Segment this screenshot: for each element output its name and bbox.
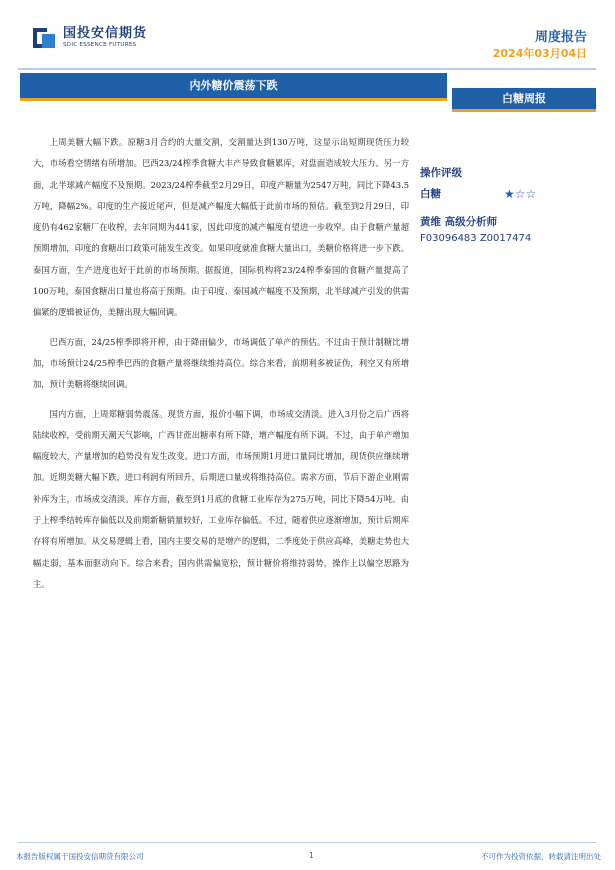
report-tag: 白糖周报 xyxy=(502,92,546,105)
footer-divider xyxy=(18,842,596,843)
header-divider xyxy=(18,68,596,70)
report-body xyxy=(33,132,409,603)
rating-stars xyxy=(504,187,536,201)
report-type: 周度报告 xyxy=(534,30,587,45)
sidebar xyxy=(420,165,595,244)
paragraph-2: 巴西方面，24/25榨季即将开榨，由于降雨偏少，市场调低了单产的预估。不过由于预计制糖比增加，市场预计24/25榨季巴西的食糖产量将继续维持高位。综合来看，前期利多被证伪，利空又有所增加，预计美糖将继续回调。 xyxy=(33,336,409,390)
report-date: 2024年03月04日 xyxy=(492,47,587,60)
paragraph-1: 上周美糖大幅下跌。原糖3月合约的大量交割，交割量达到130万吨，这显示出短期现货压力较大，市场看空情绪有所增加。巴西23/24榨季食糖大丰产导致食糖累库，对盘面造成较大压力。另一方面，北半球减产幅度不及预期。2023/24榨季截至2月29日，印度产糖量为2547万吨，同比下降43.5万吨，降幅2%。印度的生产接近尾声，但是减产幅度大幅低于此前市场的预估。截至到2月29日，印度仍有462家糖厂在收榨，去年同期为441家，因此印度的减产幅度有望进一步收窄。由于食糖产量超预期增加，印度的食糖出口政策可能发生改变。如果印度就准食糖大量出口，美糖价格将进一步下跌。泰国方面，生产进度也好于此前的市场预期。据报道，国际机构将23/24榨季泰国的食糖产量提高了100万吨，泰国食糖出口量也将高于预期。由于印度、泰国减产幅度不及预期，北半球减产引发的供需偏紧的逻辑被证伪，美糖出现大幅回调。 xyxy=(33,137,409,318)
report-tag-bar xyxy=(452,88,596,112)
logo-name-en: SDIC ESSENCE FUTURES xyxy=(63,42,137,48)
analyst-name: 黄维 高级分析师 xyxy=(420,216,498,228)
analyst-id: F03096483 Z0017474 xyxy=(420,233,532,244)
star-filled-icon: ★ xyxy=(504,186,515,201)
page-number: 1 xyxy=(309,851,314,860)
footer-disclaimer: 不可作为投资依据，转载请注明出处 xyxy=(481,852,601,861)
report-title: 内外糖价震荡下跌 xyxy=(189,79,278,92)
star-empty-icon: ☆ xyxy=(525,186,537,201)
paragraph-3: 国内方面，上周郑糖弱势震荡。现货方面，报价小幅下调，市场成交清淡。进入3月份之后广西将陆续收榨，受前期天潮天气影响，广西甘蔗出糖率有所下降，增产幅度有所下调。不过，由于单产增加幅度较大，产量增加的趋势没有发生改变。进口方面，市场预期1月进口量同比增加，现货供应继续增加。近期美糖大幅下跌，进口利润有所回升，后期进口量或将维持高位。需求方面，节后下游企业刚需补库为主，市场成交清淡。库存方面，截至到1月底的食糖工业库存为275万吨，同比下降54万吨。由于上榨季结转库存偏低以及前期新糖销量较好，工业库存偏低。不过，随着供应逐渐增加，预计后期库存将有所增加。从交易逻辑上看，国内主要交易的是增产的逻辑，二季度处于供应高峰，美糖走势也大幅走弱，基本面驱动向下。综合来看，国内供需偏宽松，预计糖价将维持弱势，操作上以偏空思路为主。 xyxy=(33,408,409,589)
rating-row xyxy=(420,186,595,201)
logo-name-cn: 国投安信期货 xyxy=(63,26,148,41)
rating-product: 白糖 xyxy=(420,188,441,200)
report-title-bar xyxy=(20,73,447,101)
footer-copyright: 本报告版权属于国投安信期货有限公司 xyxy=(16,852,144,861)
rating-label: 操作评级 xyxy=(420,167,462,179)
star-empty-icon: ☆ xyxy=(514,186,526,201)
company-logo xyxy=(33,26,147,50)
logo-mark-icon xyxy=(33,26,57,50)
